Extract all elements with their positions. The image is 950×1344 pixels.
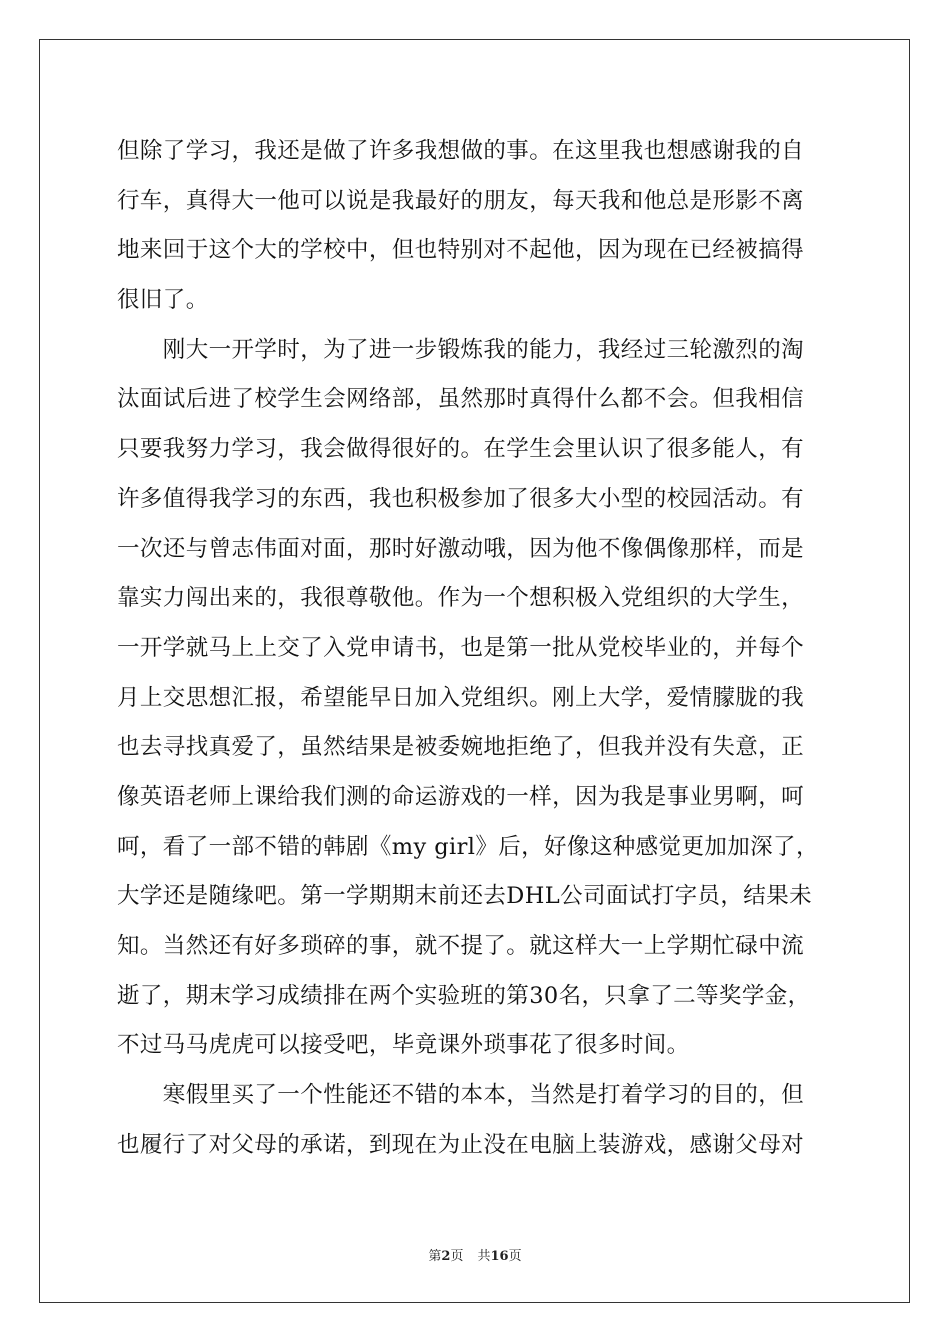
text-line: 逝了，期末学习成绩排在两个实验班的第30名，只拿了二等奖学金， [117, 983, 811, 1009]
text-line: 刚大一开学时，为了进一步锻炼我的能力，我经过三轮激烈的淘 [117, 337, 805, 363]
text-line: 靠实力闯出来的，我很尊敬他。作为一个想积极入党组织的大学生， [117, 585, 805, 611]
text-line: 寒假里买了一个性能还不错的本本，当然是打着学习的目的，但 [117, 1082, 805, 1108]
page-suffix: 页 [450, 1249, 464, 1264]
text-line: 一开学就马上上交了入党申请书，也是第一批从党校毕业的，并每个 [117, 635, 805, 661]
text-line: 但除了学习，我还是做了许多我想做的事。在这里我也想感谢我的自 [117, 138, 805, 164]
text-line: 地来回于这个大的学校中，但也特别对不起他，因为现在已经被搞得 [117, 237, 805, 263]
text-line: 行车，真得大一他可以说是我最好的朋友，每天我和他总是形影不离 [117, 188, 805, 214]
total-prefix: 共 [477, 1249, 491, 1264]
page-footer [0, 1249, 950, 1265]
text-line: 一次还与曾志伟面对面，那时好激动哦，因为他不像偶像那样，而是 [117, 536, 805, 562]
text-line: 像英语老师上课给我们测的命运游戏的一样，因为我是事业男啊，呵 [117, 784, 805, 810]
total-suffix: 页 [508, 1249, 522, 1264]
page-number: 2 [441, 1249, 451, 1264]
page-prefix: 第 [428, 1249, 442, 1264]
text-line: 许多值得我学习的东西，我也积极参加了很多大小型的校园活动。有 [117, 486, 805, 512]
text-line: 大学还是随缘吧。第一学期期末前还去DHL公司面试打字员，结果未 [117, 883, 813, 909]
text-line: 不过马马虎虎可以接受吧，毕竟课外琐事花了很多时间。 [117, 1032, 690, 1058]
page-border [39, 39, 910, 1303]
text-line: 呵，看了一部不错的韩剧《my girl》后，好像这种感觉更加加深了， [117, 834, 819, 860]
text-line: 只要我努力学习，我会做得很好的。在学生会里认识了很多能人，有 [117, 436, 805, 462]
text-line: 也去寻找真爱了，虽然结果是被委婉地拒绝了，但我并没有失意，正 [117, 734, 805, 760]
text-line: 汰面试后进了校学生会网络部，虽然那时真得什么都不会。但我相信 [117, 386, 805, 412]
text-line: 也履行了对父母的承诺，到现在为止没在电脑上装游戏，感谢父母对 [117, 1132, 805, 1158]
text-line: 很旧了。 [117, 287, 209, 313]
total-pages: 16 [490, 1249, 509, 1264]
text-line: 知。当然还有好多琐碎的事，就不提了。就这样大一上学期忙碌中流 [117, 933, 805, 959]
text-line: 月上交思想汇报，希望能早日加入党组织。刚上大学，爱情朦胧的我 [117, 685, 805, 711]
